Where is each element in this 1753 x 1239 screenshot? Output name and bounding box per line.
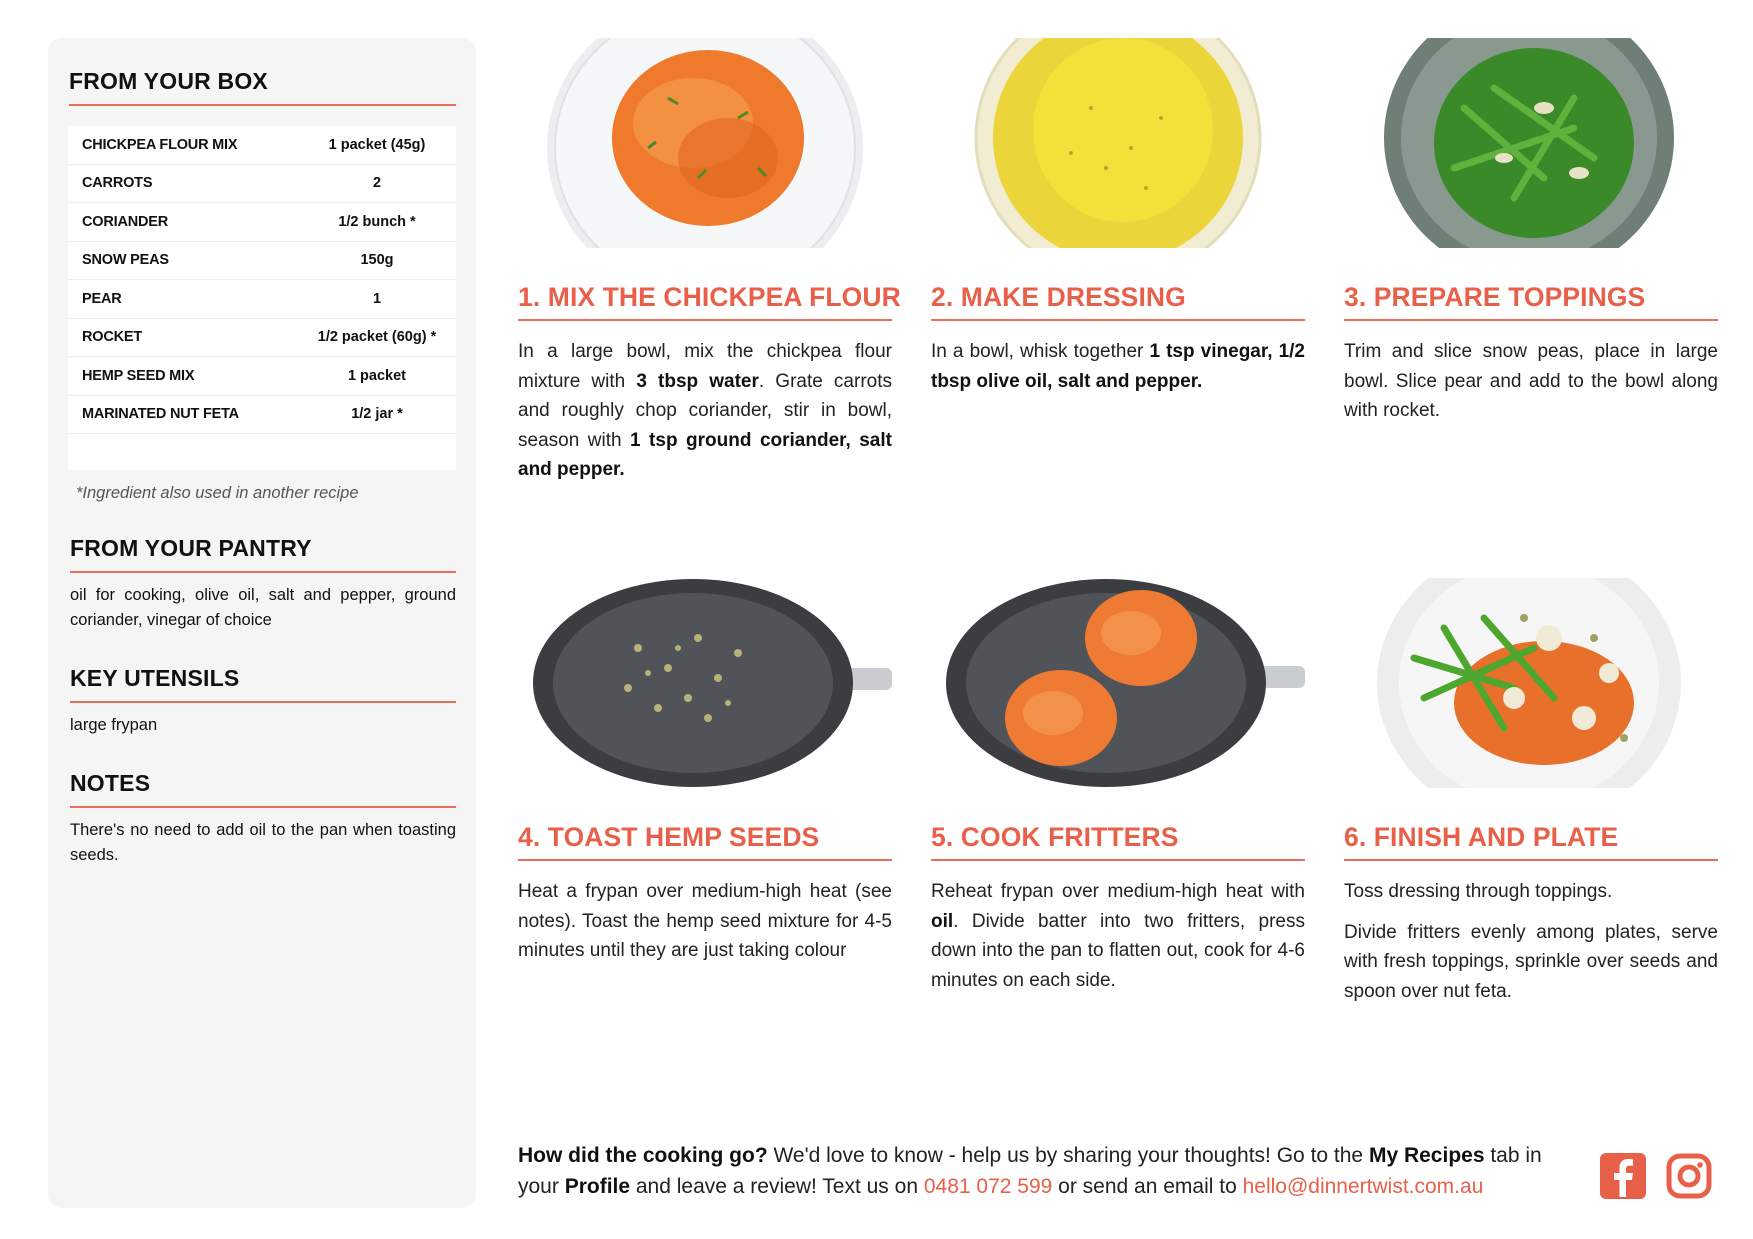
feedback-footer [518,1140,1578,1202]
utensils-title: KEY UTENSILS [70,665,456,703]
ingredient-note: *Ingredient also used in another recipe [76,484,359,502]
greens-bowl-icon [1344,38,1718,248]
step-title: 5. COOK FRITTERS [931,822,1305,861]
ingredient-name: CARROTS [82,175,153,192]
ingredient-row [68,319,456,358]
ingredient-row [68,280,456,319]
step-6 [1344,578,1718,1006]
box-title: FROM YOUR BOX [69,68,456,106]
ingredients-sidebar [48,38,476,1208]
step-body [931,877,1305,995]
text: Toss dressing through toppings. [1344,881,1613,902]
step-title: 3. PREPARE TOPPINGS [1344,282,1718,321]
ingredient-name: SNOW PEAS [82,252,169,269]
step-title: 6. FINISH AND PLATE [1344,822,1718,861]
step-paragraph [931,337,1305,396]
bold-text: How did the cooking go? [518,1144,768,1167]
step-title: 4. TOAST HEMP SEEDS [518,822,892,861]
ingredient-name: MARINATED NUT FETA [82,406,239,423]
ingredient-row [68,396,456,435]
ingredient-row [68,203,456,242]
step-paragraph [518,337,892,485]
ingredient-name: CHICKPEA FLOUR MIX [82,136,238,153]
ingredient-name: HEMP SEED MIX [82,367,195,384]
text: . Grate carrots and roughly chop coriander, stir in bowl, season with [518,370,892,451]
ingredient-qty: 1/2 packet (60g) * [317,329,437,346]
seeds-frypan-icon [518,578,892,788]
ingredient-qty: 1 packet [347,367,407,384]
bold-text: oil [931,910,954,932]
instagram-icon[interactable] [1666,1153,1712,1199]
step-body [1344,877,1718,1006]
text: Trim and slice snow peas, place in large bowl. Slice pear and add to the bowl along with rocket. [1344,341,1718,421]
dressing-bowl-icon [931,38,1305,248]
ingredient-name: PEAR [82,290,122,307]
step-2 [931,38,1305,396]
step-title: 1. MIX THE CHICKPEA FLOUR [518,282,892,321]
ingredient-qty: 1 [372,290,382,307]
step-1 [518,38,901,485]
notes-section [68,770,456,868]
text: In a large bowl, mix the chickpea flour mixture with [518,341,892,392]
ingredient-name: ROCKET [82,329,143,346]
ingredient-row [68,165,456,204]
text: tab in your [518,1144,1542,1198]
step-body [518,877,892,966]
pantry-section [68,535,456,633]
ingredient-qty: 2 [372,175,382,192]
step-title: 2. MAKE DRESSING [931,282,1305,321]
ingredient-qty: 1 packet (45g) [328,136,426,153]
notes-text: There's no need to add oil to the pan when toasting seeds. [70,821,456,864]
contact-link[interactable]: hello@dinnertwist.com.au [1242,1175,1484,1198]
utensils-text: large frypan [70,716,158,734]
step-3 [1344,38,1718,426]
pantry-text: oil for cooking, olive oil, salt and pepper, ground coriander, vinegar of choice [70,586,456,629]
ingredients-table [68,126,456,470]
facebook-icon[interactable] [1600,1153,1646,1199]
fritters-frypan-icon [931,578,1305,788]
pantry-title: FROM YOUR PANTRY [70,535,456,573]
step-paragraph [1344,918,1718,1007]
bold-text: 1 tsp vinegar, 1/2 tbsp olive oil, salt and pepper. [931,341,1305,392]
ingredient-name: CORIANDER [82,213,169,230]
step-paragraph [1344,877,1718,907]
plated-fritter-icon [1344,578,1718,788]
contact-link[interactable]: 0481 072 599 [923,1175,1053,1198]
notes-title: NOTES [70,770,456,808]
bold-text: 3 tbsp water [636,370,759,392]
utensils-section [68,665,456,738]
text: . Divide batter into two fritters, press down into the pan to flatten out, cook for 4-6 minutes on each side. [931,910,1305,991]
bold-text: Profile [564,1175,631,1198]
text: or send an email to [1052,1175,1243,1198]
ingredient-row [68,357,456,396]
text: Heat a frypan over medium-high heat (see notes). Toast the hemp seed mixture for 4-5 minutes until they are just taking colour [518,881,892,961]
step-paragraph [518,877,892,966]
step-5 [931,578,1305,995]
ingredient-qty: 1/2 bunch * [338,213,416,230]
carrot-mixture-bowl-icon [518,38,892,248]
step-4 [518,578,892,966]
bold-text: My Recipes [1368,1144,1485,1167]
step-body [1344,337,1718,426]
text: We'd love to know - help us by sharing your thoughts! Go to the [767,1144,1369,1167]
bold-text: 1 tsp ground coriander, salt and pepper. [518,429,892,480]
ingredient-row [68,126,456,165]
ingredient-row [68,242,456,281]
text: Reheat frypan over medium-high heat with [931,881,1305,902]
ingredient-qty: 1/2 jar * [351,406,403,423]
step-paragraph [1344,337,1718,426]
text: In a bowl, whisk together [931,341,1150,362]
step-paragraph [931,877,1305,995]
text: Divide fritters evenly among plates, serve with fresh toppings, sprinkle over seeds and spoon over nut feta. [1344,921,1718,1002]
step-body [931,337,1305,396]
ingredient-qty: 150g [360,252,394,269]
step-body [518,337,892,485]
text: and leave a review! Text us on [630,1175,924,1198]
